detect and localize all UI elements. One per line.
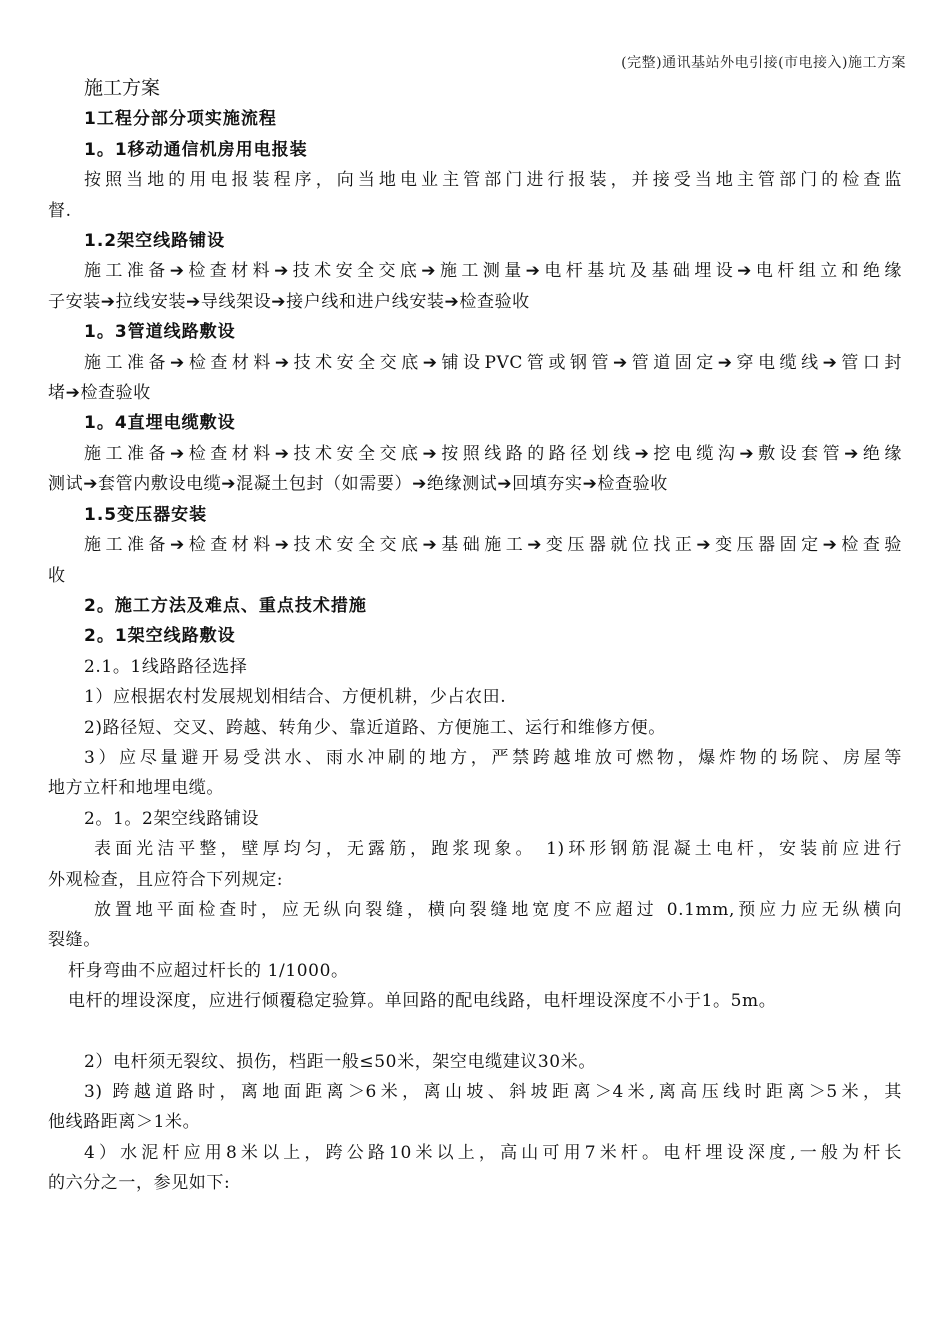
paragraph-line: 施工准备➔检查材料➔技术安全交底➔按照线路的路径划线➔挖电缆沟➔敷设套管➔绝缘: [84, 443, 902, 464]
list-item-continuation: 地方立杆和地埋电缆。: [48, 778, 224, 799]
section-2-1-heading: 2。1架空线路敷设: [84, 626, 236, 647]
paragraph-line: 堵➔检查验收: [48, 383, 151, 404]
list-item-continuation: 他线路距离＞1米。: [48, 1112, 201, 1133]
section-2-heading: 2。施工方法及难点、重点技术措施: [84, 595, 367, 616]
paragraph-line: 放置地平面检查时，应无纵向裂缝，横向裂缝地宽度不应超过 0.1mm,预应力应无纵横向: [94, 899, 902, 920]
document-title: 施工方案: [84, 78, 161, 99]
paragraph-line: 测试➔套管内敷设电缆➔混凝土包封（如需要）➔绝缘测试➔回填夯实➔检查验收: [48, 474, 668, 495]
list-item-continuation: 的六分之一，参见如下:: [48, 1173, 231, 1194]
paragraph-line: 外观检查，且应符合下列规定:: [48, 869, 284, 890]
section-1-heading: 1工程分部分项实施流程: [84, 109, 277, 130]
paragraph-line: 督.: [48, 200, 72, 221]
paragraph-line: 施工准备➔检查材料➔技术安全交底➔施工测量➔电杆基坑及基础埋设➔电杆组立和绝缘: [84, 261, 902, 282]
list-item: 3）应尽量避开易受洪水、雨水冲刷的地方，严禁跨越堆放可燃物，爆炸物的场院、房屋等: [84, 747, 902, 768]
list-item: 1）应根据农村发展规划相结合、方便机耕，少占农田.: [84, 687, 507, 708]
paragraph-line: 按照当地的用电报装程序，向当地电业主管部门进行报装，并接受当地主管部门的检查监: [84, 170, 902, 191]
paragraph-line: 裂缝。: [48, 930, 101, 951]
paragraph-line: 电杆的埋设深度，应进行倾覆稳定验算。单回路的配电线路，电杆埋设深度不小于1。5m。: [68, 991, 777, 1012]
section-1-5-heading: 1.5变压器安装: [84, 504, 208, 525]
document-body: [48, 74, 902, 1199]
subsection-2-1-1-heading: 2.1。1线路路径选择: [84, 656, 248, 677]
paragraph-line: 杆身弯曲不应超过杆长的 1/1000。: [68, 960, 349, 981]
blank-line: [48, 1017, 902, 1047]
section-1-4-heading: 1。4直埋电缆敷设: [84, 413, 236, 434]
paragraph-line: 收: [48, 565, 66, 586]
list-item: 2）电杆须无裂纹、损伤，档距一般≤50米，架空电缆建议30米。: [84, 1051, 596, 1072]
paragraph-line: 表面光洁平整，壁厚均匀，无露筋，跑浆现象。 1)环形钢筋混凝土电杆，安装前应进行: [94, 839, 902, 860]
paragraph-line: 施工准备➔检查材料➔技术安全交底➔基础施工➔变压器就位找正➔变压器固定➔检查验: [84, 535, 902, 556]
section-1-2-heading: 1.2架空线路铺设: [84, 231, 226, 252]
section-1-3-heading: 1。3管道线路敷设: [84, 322, 236, 343]
list-item: 4）水泥杆应用8米以上，跨公路10米以上，高山可用7米杆。电杆埋设深度,一般为杆长: [84, 1142, 902, 1163]
list-item: 2)路径短、交叉、跨越、转角少、靠近道路、方便施工、运行和维修方便。: [84, 717, 666, 738]
subsection-2-1-2-heading: 2。1。2架空线路铺设: [84, 808, 260, 829]
list-item: 3) 跨越道路时，离地面距离＞6米，离山坡、斜坡距离＞4米,离高压线时距离＞5米，其: [84, 1082, 902, 1102]
section-1-1-heading: 1。1移动通信机房用电报装: [84, 139, 308, 160]
paragraph-line: 施工准备➔检查材料➔技术安全交底➔铺设PVC管或钢管➔管道固定➔穿电缆线➔管口封: [84, 352, 902, 373]
paragraph-line: 子安装➔拉线安装➔导线架设➔接户线和进户线安装➔检查验收: [48, 291, 530, 312]
running-header: (完整)通讯基站外电引接(市电接入)施工方案: [621, 55, 906, 71]
